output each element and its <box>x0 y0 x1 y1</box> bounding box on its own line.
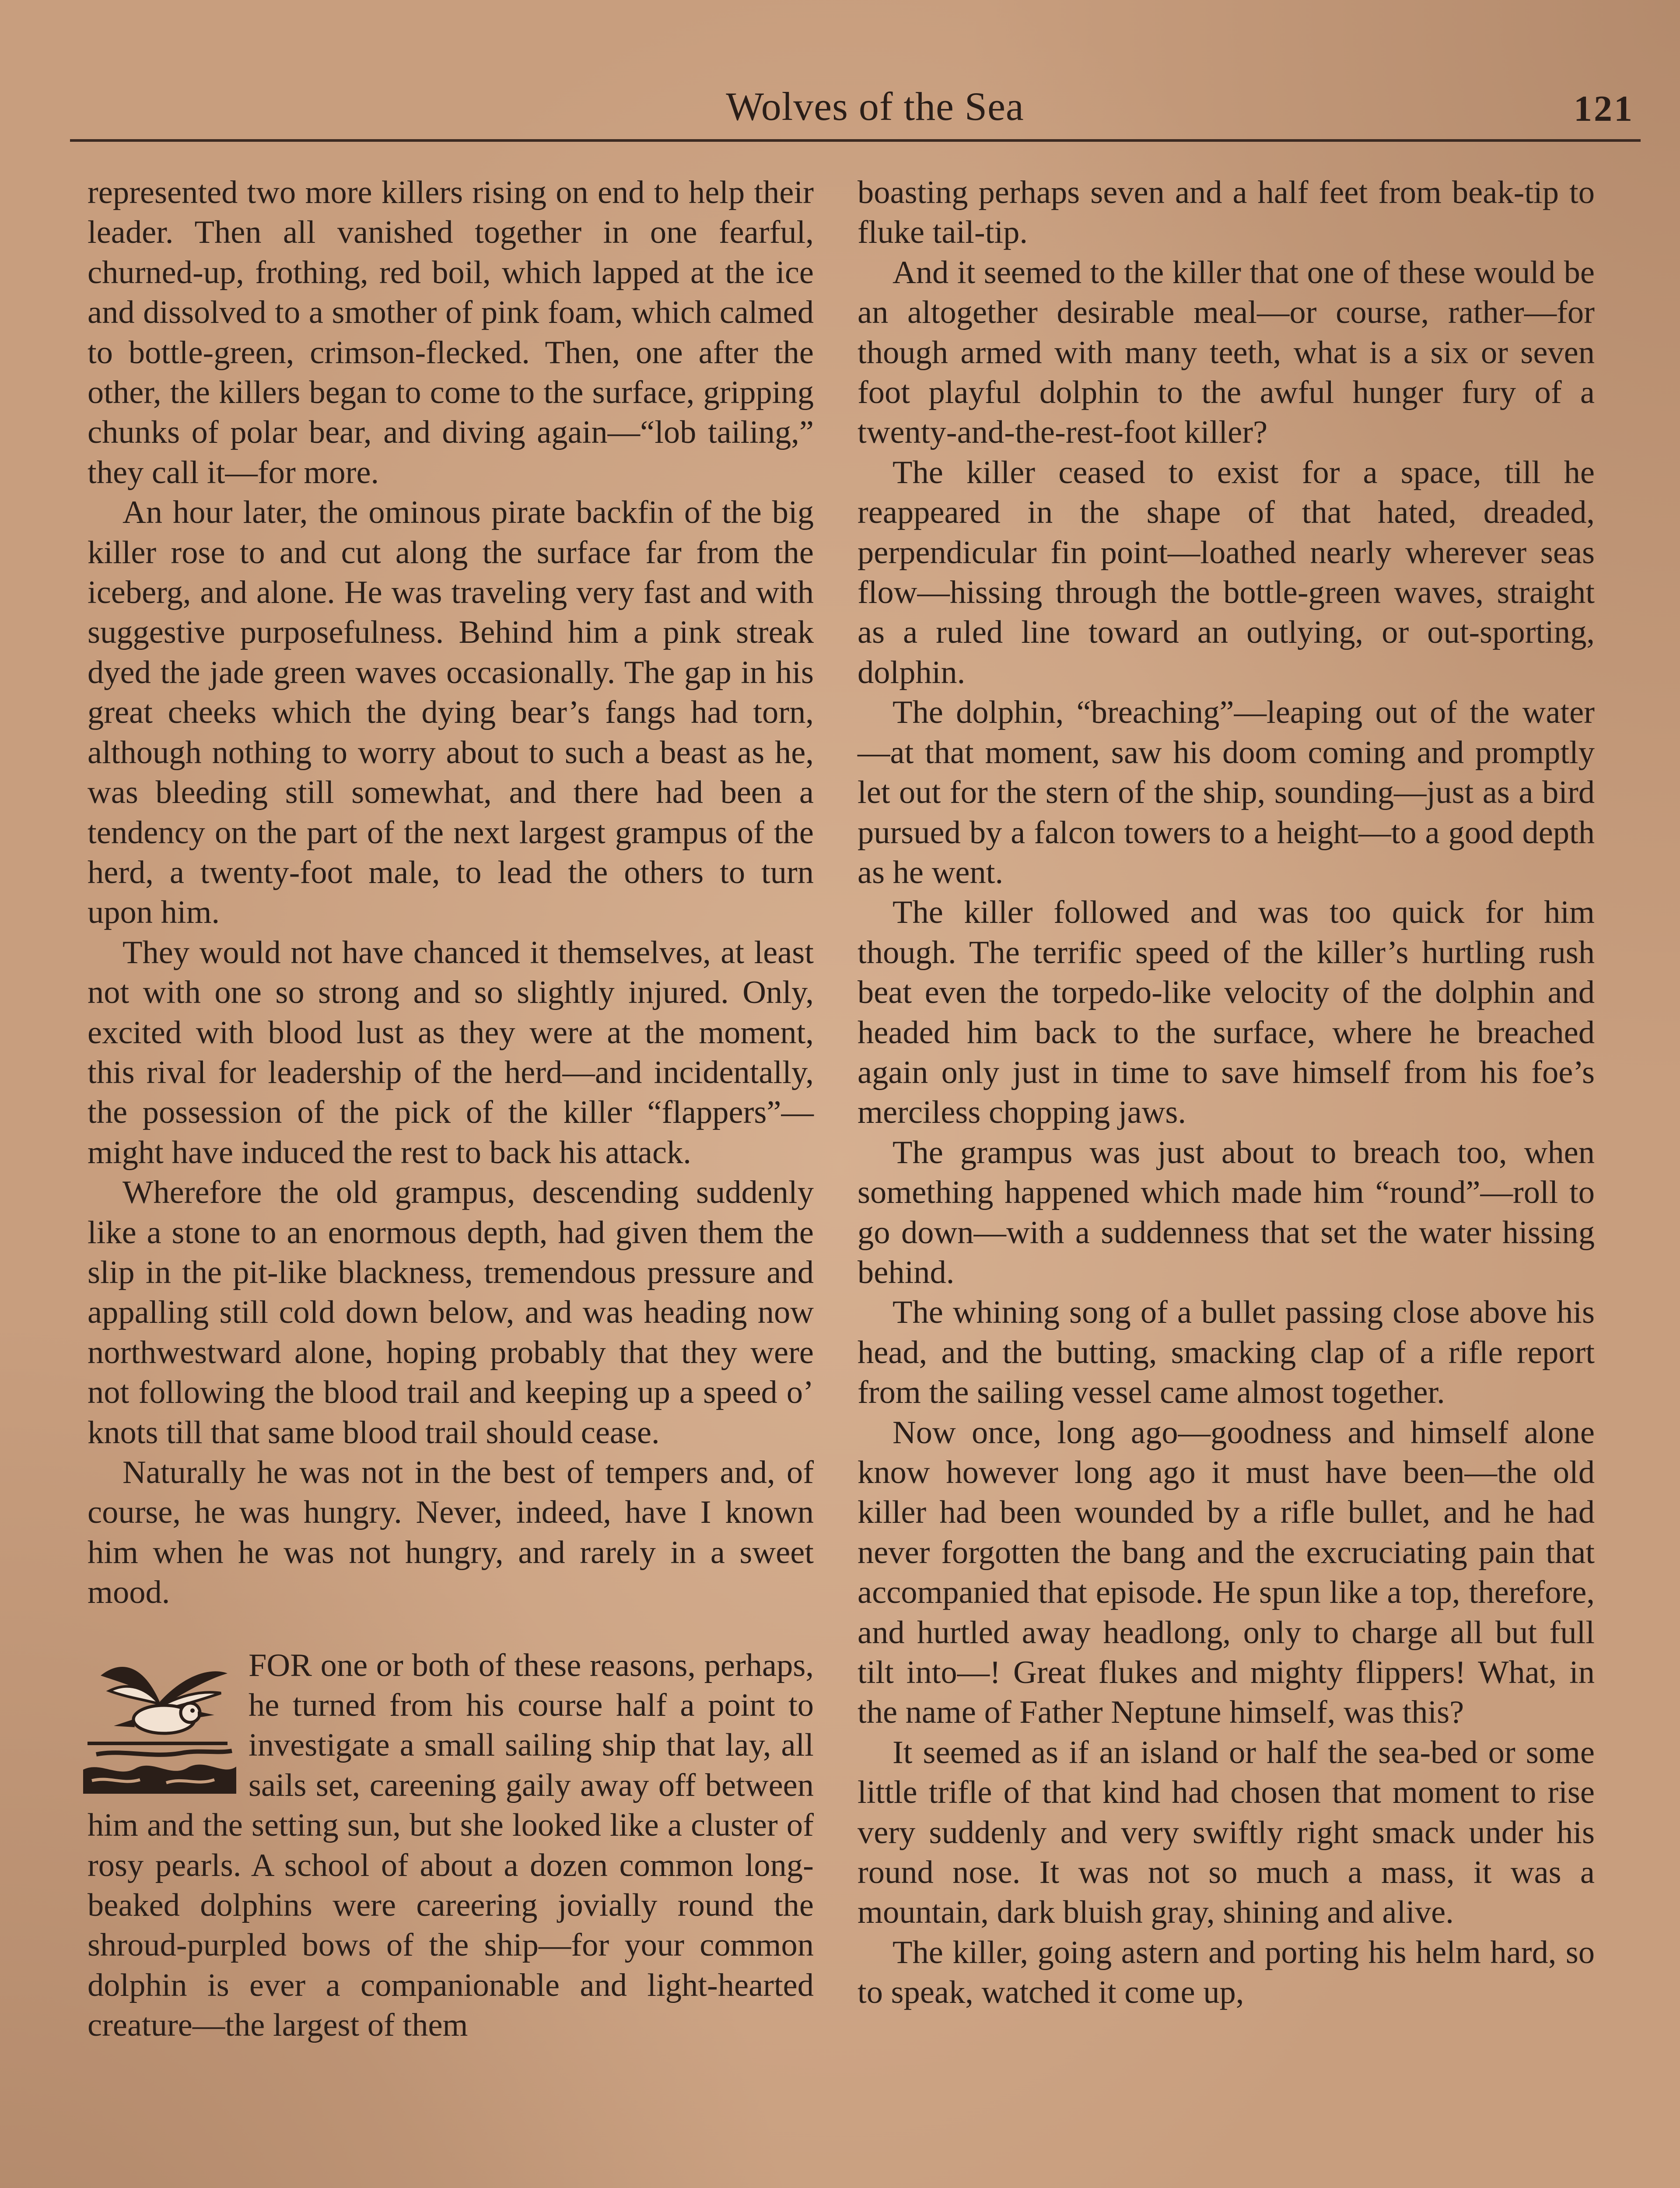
paragraph: The killer followed and was too quick for him though. The terrific speed of the killer’s hurtling rush beat even the torpedo-like velocity of the dolphin and headed him back to the surface, where he breached again only just in time to save himself from his foe’s merciless chopping jaws. <box>858 894 1595 1131</box>
paragraph: Naturally he was not in the best of tempers and, of course, he was hungry. Never, indeed, have I known him when he was not hungry, and rarely in a sweet mood. <box>88 1455 814 1611</box>
right-column <box>858 173 1595 2013</box>
running-head-title: Wolves of the Sea <box>726 84 1024 129</box>
paragraph: The killer, going astern and porting his helm hard, so to speak, watched it come up, <box>858 1934 1595 2011</box>
paragraph: boasting perhaps seven and a half feet from beak-tip to fluke tail-tip. <box>858 175 1595 251</box>
page-number: 121 <box>1574 88 1634 129</box>
paragraph: The killer ceased to exist for a space, till he reappeared in the shape of that hated, dreaded, perpendicular fin point—loathed nearly wherever seas flow—hissing through the bottle-green waves, straight as a ruled line toward an outlying, or out-sporting, dolphin. <box>858 454 1595 691</box>
section-opening <box>88 1646 814 2046</box>
paragraph: And it seemed to the killer that one of these would be an altogether desirable meal—or course, rather—for though armed with many teeth, what is a six or seven foot playful dolphin to the awful hunger fury of a twenty-and-the-rest-foot killer? <box>858 254 1595 451</box>
gull-over-waves-illustration <box>83 1649 236 1794</box>
paragraph: It seemed as if an island or half the sea-bed or some little trifle of that kind had chosen that moment to rise very suddenly and very swiftly right smack under his round nose. It was not so much a mass, it was a mountain, dark bluish gray, shining and alive. <box>858 1734 1595 1931</box>
paragraph: The dolphin, “breaching”—leaping out of the water—at that moment, saw his doom coming and promptly let out for the stern of the ship, sounding—just as a bird pursued by a falcon towers to a height—to a good depth as he went. <box>858 694 1595 891</box>
paragraph: The grampus was just about to breach too, when something happened which made him “round”—roll to go down—with a suddenness that set the water hissing behind. <box>858 1134 1595 1290</box>
paragraph: An hour later, the ominous pirate backfin of the big killer rose to and cut along the surface far from the iceberg, and alone. He was traveling very fast and with suggestive purposefulness. Behind him a pink streak dyed the jade green waves occasionally. The gap in his great cheeks which the dying bear’s fangs had torn, although nothing to worry about to such a beast as he, was bleeding still somewhat, and there had been a tendency on the part of the next largest grampus of the herd, a twenty-foot male, to lead the others to turn upon him. <box>88 494 814 931</box>
paragraph: The whining song of a bullet passing close above his head, and the butting, smacking clap of a rifle report from the sailing vessel came almost together. <box>858 1294 1595 1411</box>
paragraph: represented two more killers rising on end to help their leader. Then all vanished together in one fearful, churned-up, frothing, red boil, which lapped at the ice and dissolved to a smother of pink foam, which calmed to bottle-green, crimson-flecked. Then, one after the other, the killers began to come to the surface, gripping chunks of polar bear, and diving again—“lob tailing,” they call it—for more. <box>88 175 814 491</box>
paragraph: They would not have chanced it themselves, at least not with one so strong and so slightly injured. Only, excited with blood lust as they were at the moment, this rival for leadership of the herd—and incidentally, the possession of the pick of the killer “flappers”—might have induced the rest to back his attack. <box>88 934 814 1171</box>
paragraph: Wherefore the old grampus, descending suddenly like a stone to an enormous depth, had given them the slip in the pit-like blackness, tremendous pressure and appalling still cold down below, and was heading now northwestward alone, hoping probably that they were not following the blood trail and keeping up a speed o’ knots till that same blood trail should cease. <box>88 1175 814 1451</box>
section-opening-paragraph: FOR one or both of these reasons, perhaps, he turned from his course half a point to investigate a small sailing ship that lay, all sails set, careening gaily away off between him and the setting sun, but she looked like a cluster of rosy pearls. A school of about a dozen common long-beaked dolphins were careering jovially round the shroud-purpled bows of the ship—for your common dolphin is ever a companionable and light-hearted creature—the largest of them <box>88 1647 814 2044</box>
left-column <box>88 173 814 2046</box>
paragraph: Now once, long ago—goodness and himself alone know however long ago it must have been—the old killer had been wounded by a rifle bullet, and he had never forgotten the bang and the excruciating pain that accompanied that episode. He spun like a top, therefore, and hurtled away headlong, only to charge all but full tilt into—! Great flukes and mighty flippers! What, in the name of Father Neptune himself, was this? <box>858 1414 1595 1731</box>
header-rule <box>70 139 1641 142</box>
